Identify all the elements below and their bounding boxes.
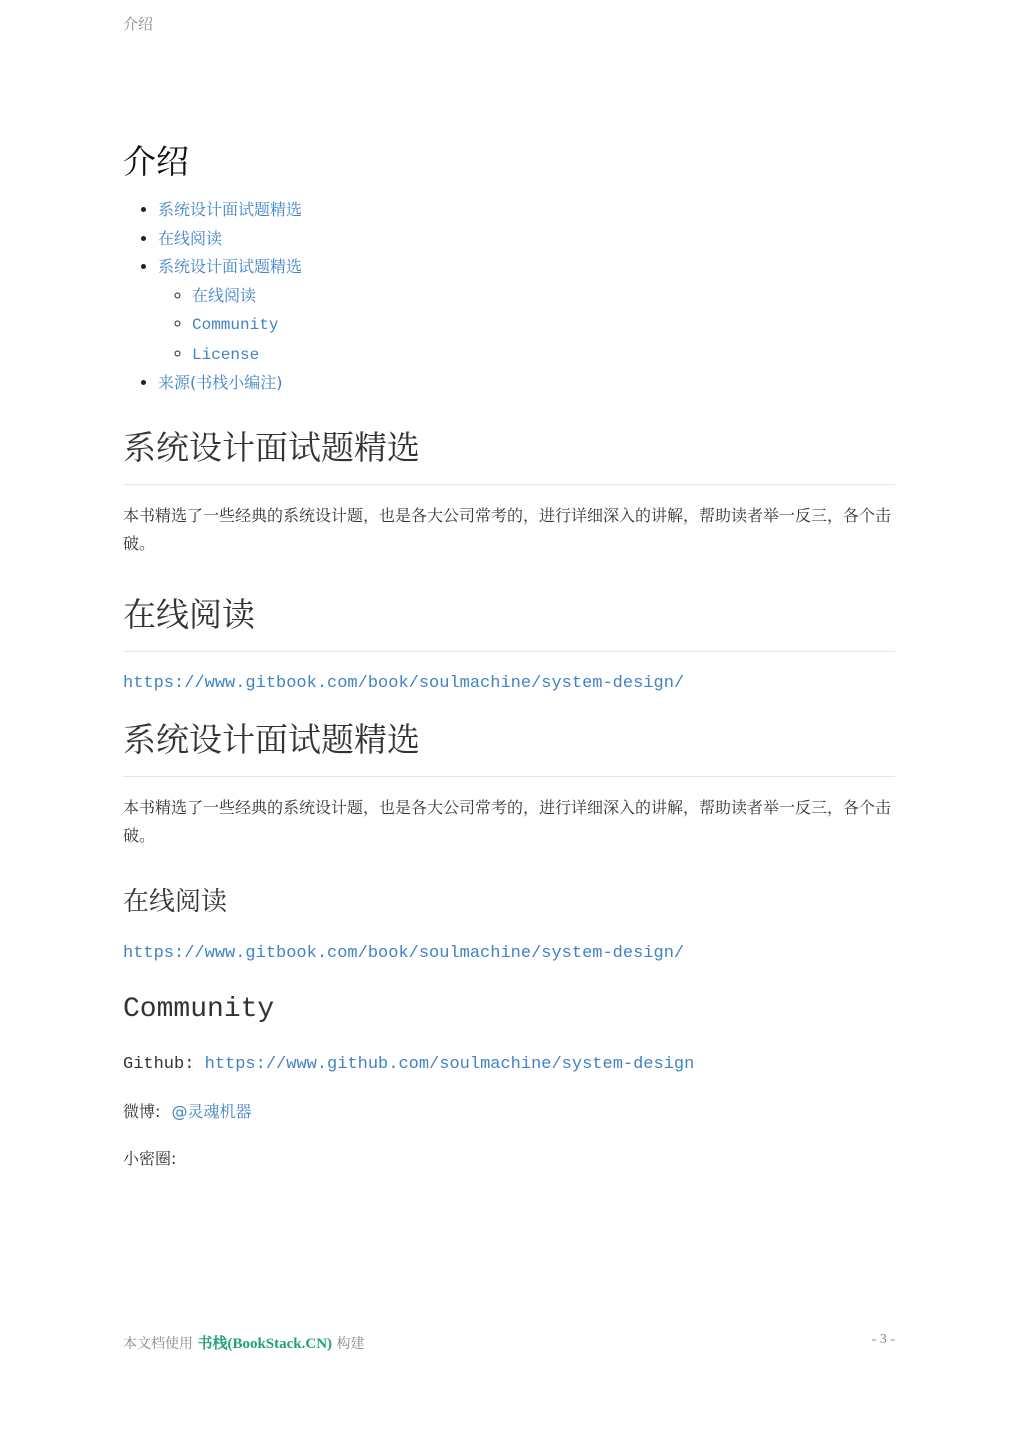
section-heading-system-design-2: 系统设计面试题精选 [123, 718, 895, 777]
bookstack-link[interactable]: 书栈(BookStack.CN) [197, 1336, 333, 1352]
circle-line [123, 1145, 895, 1173]
github-label: Github: [123, 1054, 205, 1074]
toc-link-source[interactable]: 来源(书栈小编注) [158, 373, 283, 392]
footer-suffix: 构建 [332, 1336, 365, 1352]
toc-link-online-reading-sub[interactable]: 在线阅读 [192, 285, 257, 305]
footer-credit [123, 1332, 365, 1353]
subheading-community: Community [123, 993, 275, 1025]
github-link[interactable]: https://www.github.com/soulmachine/system-design [204, 1054, 695, 1074]
table-of-contents [123, 196, 895, 398]
circle-label: 小密圈: [123, 1148, 177, 1168]
gitbook-link[interactable]: https://www.gitbook.com/book/soulmachine/system-design/ [123, 673, 685, 693]
toc-subitem [192, 340, 895, 370]
weibo-label: 微博: [123, 1101, 166, 1121]
toc-subitem [192, 310, 895, 340]
url-line-2 [123, 942, 895, 963]
toc-sublist [158, 282, 895, 370]
document-content [123, 140, 895, 1173]
section-heading-system-design: 系统设计面试题精选 [123, 426, 895, 485]
url-line [123, 672, 895, 693]
toc-subitem [192, 282, 895, 311]
weibo-link[interactable]: @灵魂机器 [171, 1101, 252, 1121]
section-heading-online-reading: 在线阅读 [123, 593, 895, 652]
toc-link-online-reading[interactable]: 在线阅读 [158, 228, 223, 248]
toc-item [158, 369, 895, 398]
section-paragraph: 本书精选了一些经典的系统设计题，也是各大公司常考的，进行详细深入的讲解，帮助读者举一反三，各个击破。 [123, 505, 892, 553]
toc-link-system-design[interactable]: 系统设计面试题精选 [158, 200, 303, 219]
weibo-line [123, 1098, 895, 1126]
footer-prefix: 本文档使用 [123, 1336, 198, 1352]
section-paragraph-2: 本书精选了一些经典的系统设计题，也是各大公司常考的，进行详细深入的讲解，帮助读者举一反三，各个击破。 [123, 797, 892, 845]
running-header: 介绍 [123, 15, 154, 33]
github-line [123, 1049, 895, 1079]
toc-link-license[interactable]: License [192, 345, 260, 364]
toc-item [158, 225, 895, 254]
toc-item [158, 253, 895, 369]
toc-item [158, 196, 895, 225]
toc-link-system-design-2[interactable]: 系统设计面试题精选 [158, 257, 303, 276]
gitbook-link-2[interactable]: https://www.gitbook.com/book/soulmachine/system-design/ [123, 943, 685, 963]
page-number: - 3 - [871, 1332, 895, 1347]
toc-link-community[interactable]: Community [192, 316, 279, 334]
intro-heading: 介绍 [123, 142, 189, 181]
subheading-online-reading: 在线阅读 [123, 886, 228, 917]
